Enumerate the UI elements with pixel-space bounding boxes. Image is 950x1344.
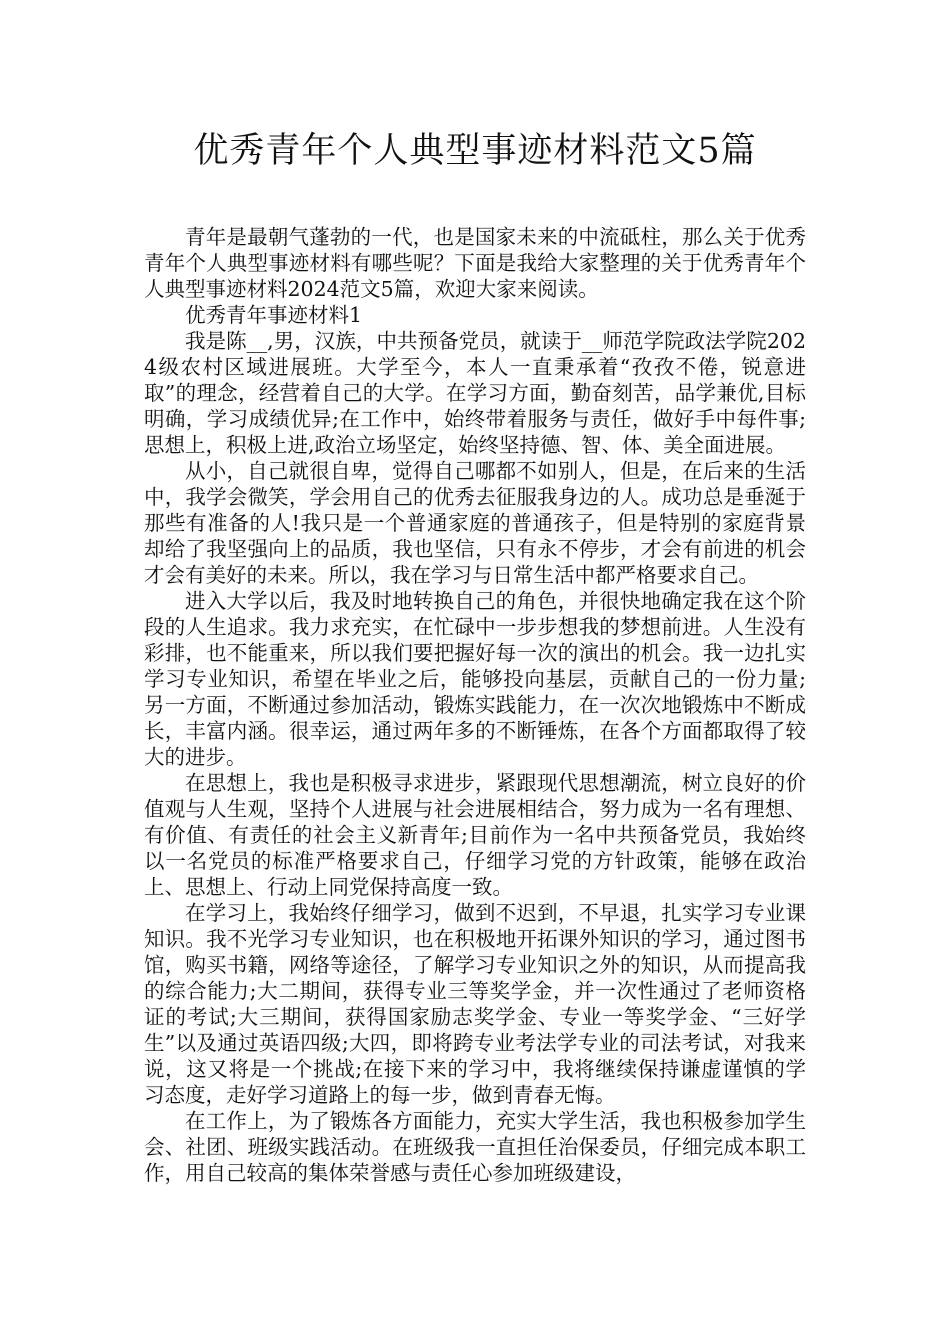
document-title: 优秀青年个人典型事迹材料范文5篇 xyxy=(193,131,757,171)
body-paragraph: 在工作上，为了锻炼各方面能力，充实大学生活，我也积极参加学生会、社团、班级实践活动。在班级我一直担任治保委员，仔细完成本职工作，用自己较高的集体荣誉感与责任心参加班级建设， xyxy=(144,1109,806,1185)
document-body xyxy=(144,224,806,1186)
body-paragraph: 从小，自己就很自卑，觉得自己哪都不如别人，但是，在后来的生活中，我学会微笑，学会用自己的优秀去征服我身边的人。成功总是垂涎于那些有准备的人!我只是一个普通家庭的普通孩子，但是特别的家庭背景却给了我坚强向上的品质，我也坚信，只有永不停步，才会有前进的机会才会有美好的未来。所以，我在学习与日常生活中都严格要求自己。 xyxy=(144,459,806,587)
body-paragraph: 我是陈__,男，汉族，中共预备党员，就读于__师范学院政法学院2024级农村区域进展班。大学至今，本人一直秉承着“孜孜不倦，锐意进取”的理念，经营着自己的大学。在学习方面，勤奋刻苦，品学兼优,目标明确，学习成绩优异;在工作中，始终带着服务与责任，做好手中每件事;思想上，积极上进,政治立场坚定，始终坚持德、智、体、美全面进展。 xyxy=(144,329,806,457)
body-paragraph: 进入大学以后，我及时地转换自己的角色，并很快地确定我在这个阶段的人生追求。我力求充实，在忙碌中一步步想我的梦想前进。人生没有彩排，也不能重来，所以我们要把握好每一次的演出的机会。我一边扎实学习专业知识，希望在毕业之后，能够投向基层，贡献自己的一份力量;另一方面，不断通过参加活动，锻炼实践能力，在一次次地锻炼中不断成长，丰富内涵。很幸运，通过两年多的不断锤炼，在各个方面都取得了较大的进步。 xyxy=(144,589,806,769)
section-heading: 优秀青年事迹材料1 xyxy=(185,303,363,327)
intro-paragraph: 青年是最朝气蓬勃的一代，也是国家未来的中流砥柱，那么关于优秀青年个人典型事迹材料有哪些呢？下面是我给大家整理的关于优秀青年个人典型事迹材料2024范文5篇，欢迎大家来阅读。 xyxy=(144,225,806,301)
body-paragraph: 在思想上，我也是积极寻求进步，紧跟现代思想潮流，树立良好的价值观与人生观，坚持个人进展与社会进展相结合，努力成为一名有理想、有价值、有责任的社会主义新青年;目前作为一名中共预备党员，我始终以一名党员的标准严格要求自己，仔细学习党的方针政策，能够在政治上、思想上、行动上同党保持高度一致。 xyxy=(144,771,806,899)
body-paragraph: 在学习上，我始终仔细学习，做到不迟到，不早退，扎实学习专业课知识。我不光学习专业知识，也在积极地开拓课外知识的学习，通过图书馆，购买书籍，网络等途径，了解学习专业知识之外的知识，从而提高我的综合能力;大二期间，获得专业三等奖学金，并一次性通过了老师资格证的考试;大三期间，获得国家励志奖学金、专业一等奖学金、“三好学生”以及通过英语四级;大四，即将跨专业考法学专业的司法考试，对我来说，这又将是一个挑战;在接下来的学习中，我将继续保持谦虚谨慎的学习态度，走好学习道路上的每一步，做到青春无悔。 xyxy=(144,901,806,1107)
